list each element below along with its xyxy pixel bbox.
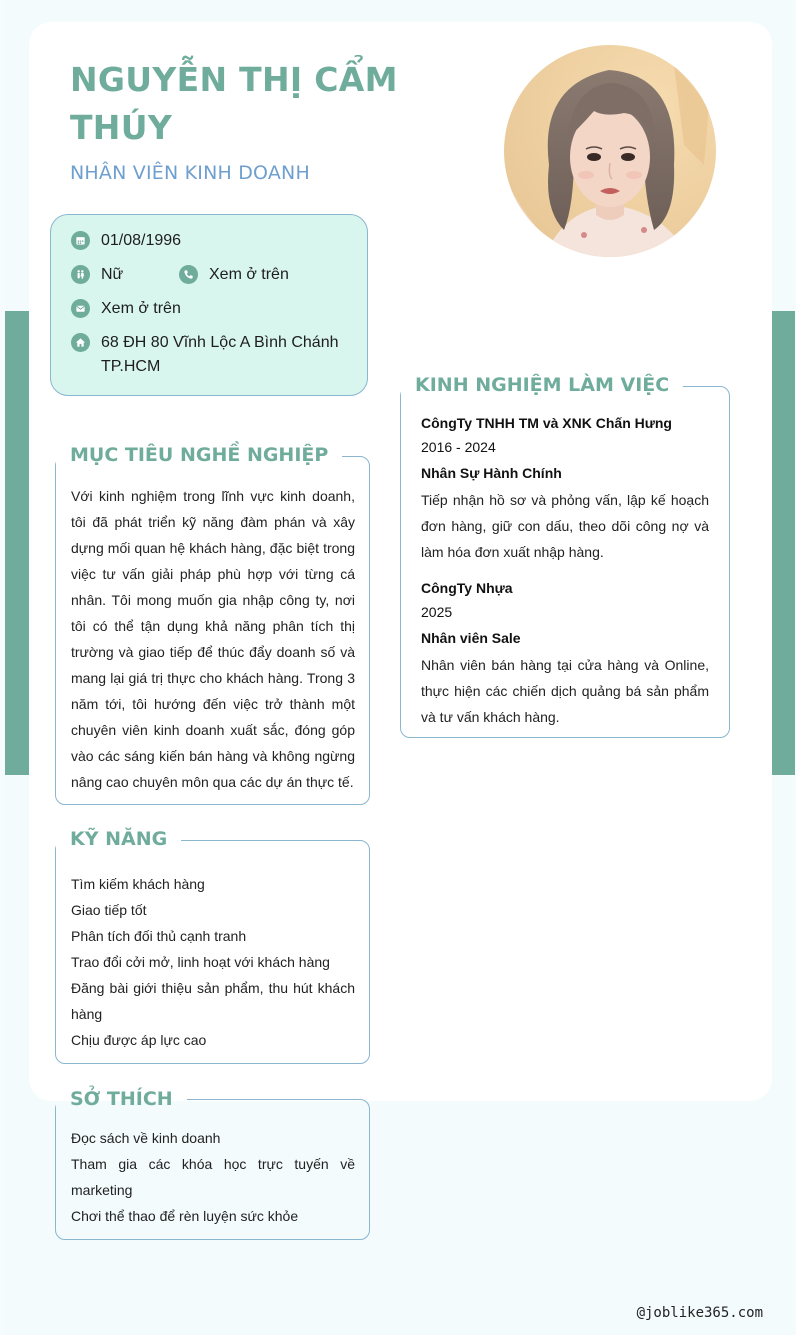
calendar-icon xyxy=(71,231,90,250)
hobbies-list xyxy=(71,1125,355,1229)
job-position: Nhân viên Sale xyxy=(421,630,521,646)
objective-text: Với kinh nghiệm trong lĩnh vực kinh doanh, tôi đã phát triển kỹ năng đàm phán và xây dựng mối quan hệ khách hàng, đặc biệt trong việc tư vấn giải pháp phù hợp với từng cá nhân. Tôi mong muốn gia nhập công ty, nơi tôi có thể tận dụng khả năng phân tích thị trường và giao tiếp để thúc đẩy doanh số và mang lại giá trị thực cho khách hàng. Trong 3 năm tới, tôi hướng đến việc trở thành một chuyên viên kinh doanh xuất sắc, đóng góp vào các sáng kiến bán hàng và không ngừng nâng cao chuyên môn qua các dự án thực tế. xyxy=(71,488,355,790)
hobby-item: Chơi thể thao để rèn luyện sức khỏe xyxy=(71,1208,299,1224)
skill-item: Tìm kiếm khách hàng xyxy=(71,876,205,892)
skill-item: Đăng bài giới thiệu sản phẩm, thu hút khách hàng xyxy=(71,980,355,1022)
skill-item: Trao đổi cởi mở, linh hoạt với khách hàng xyxy=(71,954,330,970)
candidate-name: NGUYỄN THỊ CẨM THÚY xyxy=(70,60,398,147)
objective-title: MỤC TIÊU NGHỀ NGHIỆP xyxy=(56,442,342,468)
experience-section xyxy=(400,386,730,738)
phone-value: Xem ở trên xyxy=(209,266,289,283)
avatar xyxy=(504,45,716,257)
birthday-row xyxy=(71,229,181,253)
job-description: Nhân viên bán hàng tại cửa hàng và Online, thực hiện các chiến dịch quảng bá sản phẩm và tư vấn khách hàng. xyxy=(421,657,709,725)
job-company: CôngTy Nhựa xyxy=(421,580,513,596)
right-accent-band xyxy=(772,311,795,775)
skill-item: Giao tiếp tốt xyxy=(71,902,147,918)
experience-title: KINH NGHIỆM LÀM VIỆC xyxy=(401,372,683,398)
address-value: 68 ĐH 80 Vĩnh Lộc A Bình Chánh TP.HCM xyxy=(101,334,339,375)
email-value: Xem ở trên xyxy=(101,300,181,317)
job-period: 2016 - 2024 xyxy=(421,439,496,455)
job-description: Tiếp nhận hồ sơ và phỏng vấn, lập kế hoạch đơn hàng, giữ con dấu, theo dõi công nợ và làm hóa đơn xuất nhập hàng. xyxy=(421,492,709,560)
hobbies-section xyxy=(55,1099,370,1240)
job-entry xyxy=(421,576,709,730)
gender-value: Nữ xyxy=(101,266,124,283)
hobbies-title: SỞ THÍCH xyxy=(56,1086,187,1112)
skills-section xyxy=(55,840,370,1064)
birthday-value: 01/08/1996 xyxy=(101,232,182,249)
phone-row xyxy=(179,263,289,287)
skills-title: KỸ NĂNG xyxy=(56,826,181,852)
skills-list xyxy=(71,871,355,1053)
home-icon xyxy=(71,333,90,352)
skill-item: Phân tích đối thủ cạnh tranh xyxy=(71,928,247,944)
phone-icon xyxy=(179,265,198,284)
skill-item: Chịu được áp lực cao xyxy=(71,1032,207,1048)
email-icon xyxy=(71,299,90,318)
objective-section xyxy=(55,456,370,805)
hobby-item: Đọc sách về kinh doanh xyxy=(71,1130,221,1146)
job-position: Nhân Sự Hành Chính xyxy=(421,465,562,481)
job-company: CôngTy TNHH TM và XNK Chấn Hưng xyxy=(421,415,672,431)
gender-icon xyxy=(71,265,90,284)
watermark-text: @joblike365.com xyxy=(636,1305,763,1321)
address-row xyxy=(71,331,346,379)
gender-row xyxy=(71,263,123,287)
job-period: 2025 xyxy=(421,604,453,620)
job-title: NHÂN VIÊN KINH DOANH xyxy=(70,162,310,184)
left-accent-band xyxy=(5,311,29,775)
hobby-item: Tham gia các khóa học trực tuyến về marketing xyxy=(71,1156,355,1198)
email-row xyxy=(71,297,181,321)
job-entry xyxy=(421,411,709,565)
